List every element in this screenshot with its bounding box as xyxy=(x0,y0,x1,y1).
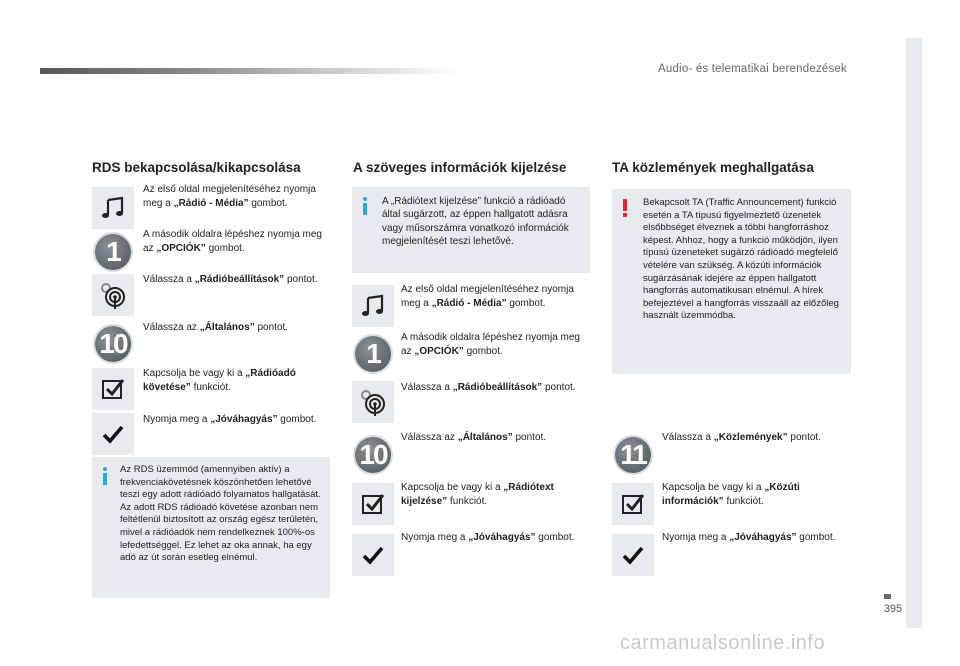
ta-step-2: Kapcsolja be vagy ki a „Közúti információk” funkciót. xyxy=(662,482,800,507)
radio-settings-icon xyxy=(92,274,134,316)
checkmark-icon xyxy=(612,534,654,576)
watermark: carmanualsonline.info xyxy=(620,632,826,654)
page-marker xyxy=(884,594,891,599)
toggle-check-icon xyxy=(352,483,394,525)
heading-ta: TA közlemények meghallgatása xyxy=(612,160,814,175)
radiotext-step-6: Nyomja meg a „Jóváhagyás” gombot. xyxy=(401,532,575,543)
info-icon xyxy=(102,467,110,485)
step-number-badge: 11 xyxy=(612,434,654,476)
step-number-badge: 10 xyxy=(92,323,134,365)
ta-warning-text: Bekapcsolt TA (Traffic Announcement) funkció esetén a TA típusú figyelmeztető üzenetek elsőbbséget élveznek a többi hangforráshoz képest. Ahhoz, hogy a funkció működjön, ilyen típusú üzeneteket sugárzó rádióadó megfelelő vételére van szükség. A közúti információk sugárzásának idejére az éppen hallgatott hangforrás automatikusan elnémul. A hírek befejeztével a hangforrás visszaáll az előzőleg használt üzemmódba. xyxy=(643,197,839,322)
checkmark-icon xyxy=(92,413,134,455)
rds-step-4: Válassza az „Általános” pontot. xyxy=(143,322,289,333)
radiotext-step-5: Kapcsolja be vagy ki a „Rádiótext kijelzése” funkciót. xyxy=(401,482,554,507)
info-icon xyxy=(362,197,370,215)
radiotext-info-text: A „Rádiótext kijelzése” funkció a rádióadó által sugárzott, az éppen hallgatott adásra vagy műsorszámra vonatkozó információk megjelenítését teszi lehetővé. xyxy=(382,196,569,247)
side-tab xyxy=(906,38,922,628)
step-number-badge: 10 xyxy=(352,434,394,476)
rds-step-6: Nyomja meg a „Jóváhagyás” gombot. xyxy=(143,414,317,425)
radiotext-step-1: Az első oldal megjelenítéséhez nyomja meg a „Rádió - Média” gombot. xyxy=(401,284,574,309)
ta-warning-box xyxy=(612,189,851,374)
rds-step-1: Az első oldal megjelenítéséhez nyomja meg a „Rádió - Média” gombot. xyxy=(143,184,316,209)
music-note-icon xyxy=(92,187,134,229)
header-bar xyxy=(40,68,460,74)
heading-rds: RDS bekapcsolása/kikapcsolása xyxy=(92,160,301,175)
toggle-check-icon xyxy=(612,483,654,525)
radiotext-info-box xyxy=(352,187,590,273)
rds-info-box xyxy=(92,457,330,598)
checkmark-icon xyxy=(352,534,394,576)
page-header-title: Audio- és telematikai berendezések xyxy=(658,63,847,75)
radiotext-step-3: Válassza a „Rádióbeállítások” pontot. xyxy=(401,382,576,393)
radiotext-step-2: A második oldalra lépéshez nyomja meg az „OPCIÓK” gombot. xyxy=(401,332,580,357)
page-number: 395 xyxy=(883,603,903,615)
rds-step-2: A második oldalra lépéshez nyomja meg az „OPCIÓK” gombot. xyxy=(143,229,322,254)
ta-step-3: Nyomja meg a „Jóváhagyás” gombot. xyxy=(662,532,836,543)
rds-step-5: Kapcsolja be vagy ki a „Rádióadó követése” funkciót. xyxy=(143,368,296,393)
radiotext-step-4: Válassza az „Általános” pontot. xyxy=(401,432,547,443)
rds-info-text: Az RDS üzemmód (amennyiben aktív) a frekvenciakövetésnek köszönhetően lehetővé teszi egy adott rádióadó folyamatos hallgatását. Az adott RDS rádióadó követése azonban nem feltétlenül biztosított az ország egész területén, mivel a rádióadók nem rendelkeznek 100%-os lefedettséggel. Ez lehet az oka annak, ha egy adó az út során esetleg elnémul. xyxy=(120,464,321,564)
music-note-icon xyxy=(352,285,394,327)
step-number-badge: 1 xyxy=(352,333,394,375)
toggle-check-icon xyxy=(92,368,134,410)
step-number-badge: 1 xyxy=(92,231,134,273)
ta-step-1: Válassza a „Közlemények” pontot. xyxy=(662,432,821,443)
warning-icon xyxy=(622,199,630,217)
radio-settings-icon xyxy=(352,381,394,423)
heading-radiotext: A szöveges információk kijelzése xyxy=(353,160,567,175)
rds-step-3: Válassza a „Rádióbeállítások” pontot. xyxy=(143,274,318,285)
